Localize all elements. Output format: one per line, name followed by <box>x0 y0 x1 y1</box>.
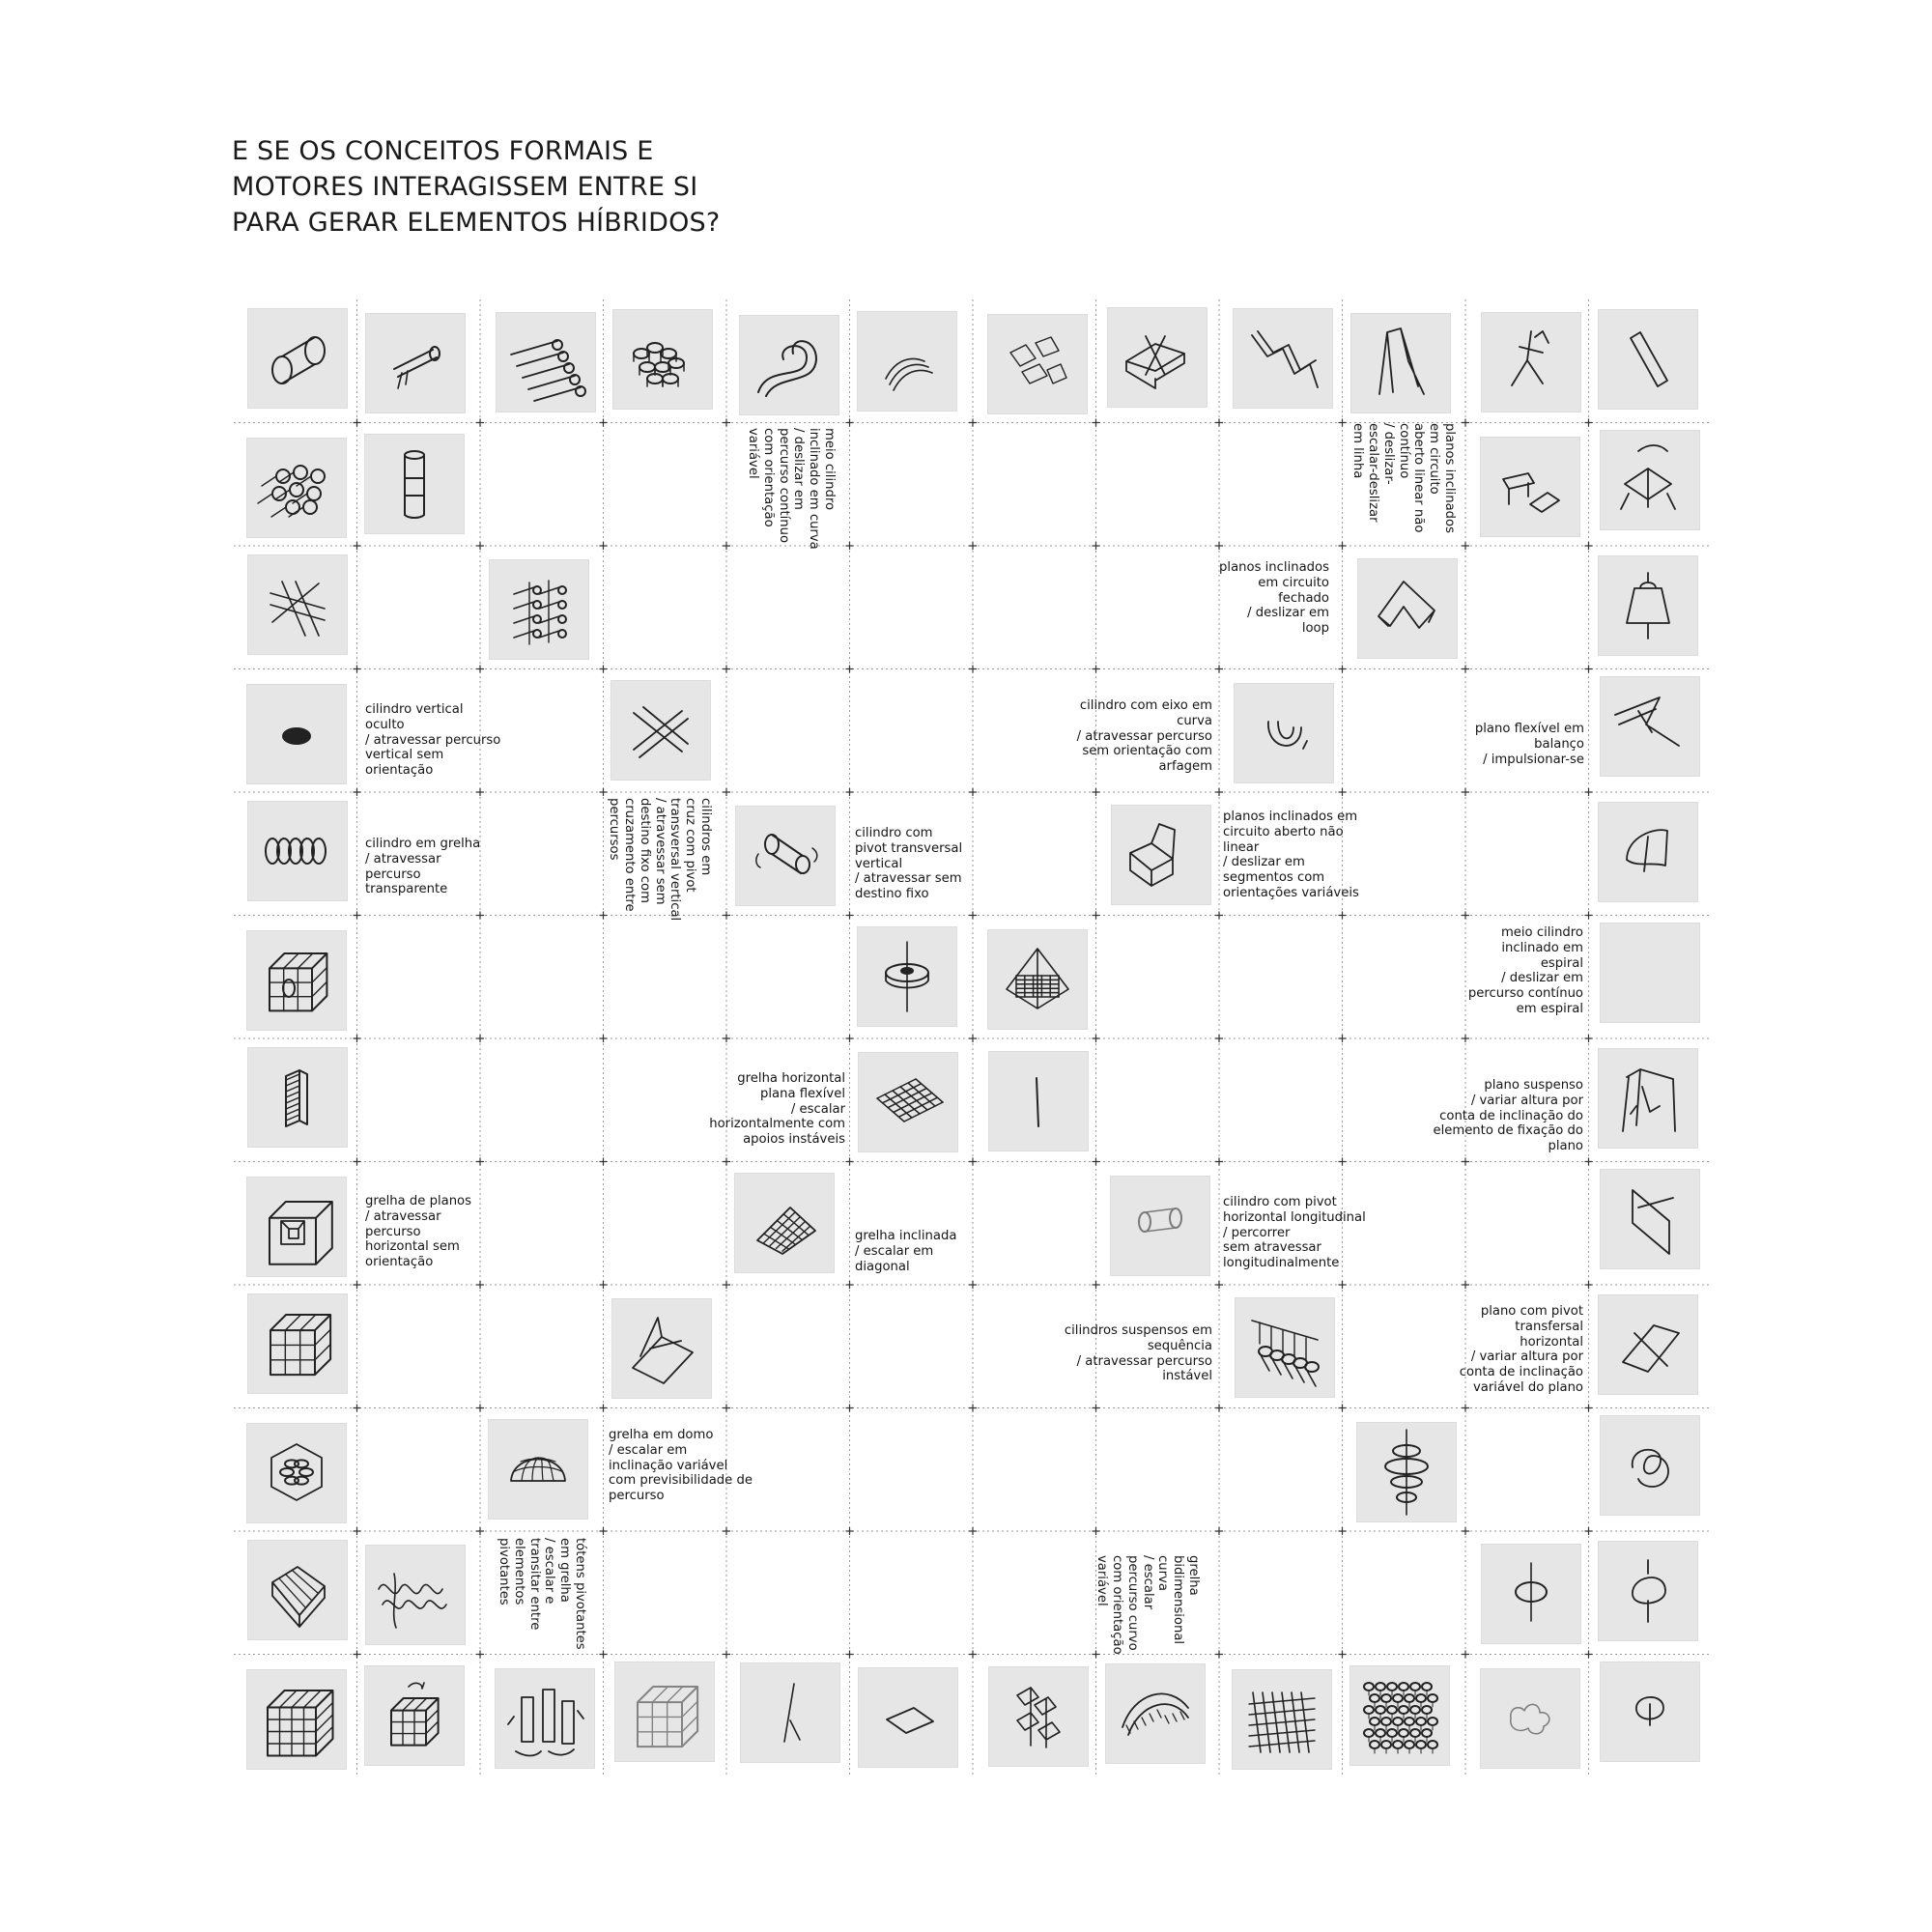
sketch-tile-swing-frame <box>1598 1048 1698 1149</box>
grid-cross-marker <box>1462 912 1469 920</box>
grid-cross-marker <box>1215 542 1223 550</box>
grid-cross-marker <box>476 666 484 673</box>
grid-cross-marker <box>476 1527 484 1535</box>
thin-plane-icon <box>1598 309 1698 410</box>
two-small-planes-icon <box>1480 437 1580 537</box>
grid-cross-marker <box>600 542 608 550</box>
folded-plane-icon <box>611 1298 712 1399</box>
grid-cross-marker <box>476 1035 484 1042</box>
sketch-tile-two-small-planes <box>1480 437 1580 537</box>
note-open-circuit-planes: planos inclinados em circuito aberto não linear / deslizar em segmentos com orientações variáveis <box>1223 810 1359 900</box>
grid-cross-marker <box>354 1405 361 1412</box>
grid-cross-marker <box>1215 1405 1223 1412</box>
suspended-cylinders-icon <box>1235 1297 1335 1398</box>
sketch-tile-crossed-boxes <box>1107 307 1208 408</box>
slanted-planes-icon <box>1350 313 1451 413</box>
grid-cross-marker <box>969 912 977 920</box>
note-pivoting-totems: tótens pivotantes em grelha / escalar e transitar entre elementos pivotantes <box>497 1538 587 1650</box>
grid-cross-marker <box>846 419 854 427</box>
grid-cross-marker <box>600 666 608 673</box>
sketch-tile-stacked-discs <box>1356 1422 1457 1522</box>
note-crossed-cylinders: cilindros em cruz com pivot transversal vertical / atravessar sem destino fixo com cruzamento entre percursos <box>607 798 713 922</box>
note-curved-axis-cylinder: cilindro com eixo em curva / atravessar percurso sem orientação com arfagem <box>1076 698 1212 775</box>
grid-cross-marker <box>1585 542 1593 550</box>
note-transversal-pivot-plane: plano com pivot transfersal horizontal / variar altura por conta de inclinação variável do plano <box>1459 1304 1583 1395</box>
slanted-parallelogram-icon <box>1600 1169 1700 1269</box>
grid-cross-marker <box>1585 1405 1593 1412</box>
black-disc-icon <box>246 684 347 784</box>
grid-cross-marker <box>723 542 730 550</box>
grid-cross-marker <box>969 1405 977 1412</box>
sketch-tile-closed-loop-planes <box>1357 558 1458 659</box>
grid-cross-marker <box>600 1035 608 1042</box>
grid-cross-marker <box>354 1527 361 1535</box>
sketch-tile-faint-blob <box>1480 1668 1580 1769</box>
grid-cross-marker <box>1093 419 1100 427</box>
grid-cross-marker <box>1215 1281 1223 1289</box>
grid-cross-marker <box>600 788 608 796</box>
pivoting-planes-icon <box>1600 430 1700 530</box>
sketch-tile-vertical-cylinder <box>364 434 465 534</box>
sketch-tile-nested-squares <box>246 1177 347 1277</box>
sketch-tile-black-disc <box>246 684 347 784</box>
staggered-planes-icon <box>988 1666 1089 1767</box>
grid-cross-marker <box>969 419 977 427</box>
grid-cross-marker <box>723 912 730 920</box>
sketch-tile-curved-layers <box>857 311 957 412</box>
grid-cross-marker <box>723 1651 730 1659</box>
grid-cross-marker <box>476 1651 484 1659</box>
grid-cross-marker <box>600 419 608 427</box>
grid-cross-marker <box>1215 788 1223 796</box>
sketch-tile-small-flat-plane <box>858 1667 958 1768</box>
grid-cross-marker <box>1462 419 1469 427</box>
sketch-tile-staggered-planes <box>988 1666 1089 1767</box>
grid-cross-marker <box>1339 542 1347 550</box>
grid-cross-marker <box>969 1281 977 1289</box>
grid-cross-marker <box>1339 912 1347 920</box>
sketch-tile-zigzag-planes <box>1233 308 1333 409</box>
grid-cross-marker <box>1585 1281 1593 1289</box>
sketch-tile-folded-plane <box>611 1298 712 1399</box>
grid-cross-marker <box>969 1527 977 1535</box>
grid-cross-marker <box>1462 1405 1469 1412</box>
sketch-tile-pivot-plane <box>1598 1294 1698 1395</box>
note-pivot-cylinder: cilindro com pivot transversal vertical / atravessar sem destino fixo <box>855 826 963 902</box>
sketch-tile-dome-grid <box>488 1419 588 1520</box>
grid-cross-marker <box>476 1158 484 1166</box>
curved-grid-ramp-icon <box>1105 1663 1206 1764</box>
curved-s-band-icon <box>739 315 839 415</box>
ring-series-icon <box>247 801 348 901</box>
grid-cross-marker <box>723 666 730 673</box>
cantilever-plane-icon <box>1600 676 1700 777</box>
sketch-tile-curved-panel <box>1598 802 1698 902</box>
sketch-tile-thin-plane <box>1598 309 1698 410</box>
grid-cross-marker <box>1215 666 1223 673</box>
sketch-tile-cylinder-bundle <box>246 438 347 538</box>
stick-figure-icon <box>1481 312 1581 412</box>
sketch-tile-inclined-grid <box>734 1173 835 1273</box>
grid-cross-marker <box>476 788 484 796</box>
grid-cross-marker <box>1339 1281 1347 1289</box>
title-line-2: MOTORES INTERAGISSEM ENTRE SI <box>232 172 698 202</box>
sketch-tile-curved-s-band <box>739 315 839 415</box>
note-flexible-horizontal-grid: grelha horizontal plana flexível / escalar horizontalmente com apoios instáveis <box>709 1071 845 1148</box>
crossed-cylinders-icon <box>611 680 711 781</box>
grid-cross-marker <box>476 542 484 550</box>
sketch-tile-dense-lattice <box>1232 1669 1332 1770</box>
sketch-tile-cylinder <box>247 308 348 409</box>
disc-pin-icon <box>1481 1544 1581 1644</box>
note-suspended-plane: plano suspenso / variar altura por conta de inclinação do elemento de fixação do plano <box>1433 1078 1583 1154</box>
grid-cross-marker <box>1462 1281 1469 1289</box>
nested-squares-icon <box>246 1177 347 1277</box>
closed-loop-planes-icon <box>1357 558 1458 659</box>
grid-cross-marker <box>1339 666 1347 673</box>
grid-cross-marker <box>846 1281 854 1289</box>
note-curved-bidimensional-grid: grelha bidimensional curva / escalar percurso curvo com orientação variável <box>1094 1555 1201 1655</box>
sketch-tile-crossed-sticks <box>247 554 348 655</box>
stacked-logs-icon <box>496 312 596 412</box>
small-cylinder-on-legs-icon <box>365 313 466 413</box>
grid-cross-marker <box>969 1651 977 1659</box>
grid-cross-marker <box>723 1527 730 1535</box>
sketch-tile-pivot-cylinder <box>735 806 836 906</box>
grid-cross-marker <box>476 1405 484 1412</box>
sketch-tile-lamp-shape <box>1598 555 1698 656</box>
grid-cross-marker <box>1215 1035 1223 1042</box>
sketch-tile-hexagon-flower <box>246 1423 347 1523</box>
open-circuit-planes-icon <box>1111 805 1211 905</box>
knot-shape-icon <box>1600 1415 1700 1516</box>
grid-cross-marker <box>1093 1158 1100 1166</box>
grid-cross-marker <box>1215 1527 1223 1535</box>
sketch-tile-grid-column <box>247 1047 348 1148</box>
grid-cross-marker <box>1585 419 1593 427</box>
sketch-tile-scattered-planes <box>987 314 1088 414</box>
grid-cross-marker <box>969 666 977 673</box>
grid-cross-marker <box>723 1035 730 1042</box>
sketch-tile-open-circuit-planes <box>1111 805 1211 905</box>
sketch-tile-faint-cylinder <box>1110 1176 1210 1276</box>
disc-pin-small-icon <box>1600 1662 1700 1762</box>
grid-cross-marker <box>846 1158 854 1166</box>
grid-cross-marker <box>600 1527 608 1535</box>
grid-cross-marker <box>969 542 977 550</box>
sketch-tile-cube-grid <box>246 930 347 1031</box>
crossed-sticks-icon <box>247 554 348 655</box>
small-flat-plane-icon <box>858 1667 958 1768</box>
grid-cross-marker <box>723 1405 730 1412</box>
sketch-tile-stick-figure <box>1481 312 1581 412</box>
thin-diagonal-icon <box>740 1662 840 1763</box>
hexagon-flower-icon <box>246 1423 347 1523</box>
grid-cross-marker <box>1093 1035 1100 1042</box>
grid-cross-marker <box>354 788 361 796</box>
lamp-shape-icon <box>1598 555 1698 656</box>
curved-pipe-icon <box>1234 683 1334 783</box>
grid-cross-marker <box>723 419 730 427</box>
grid-cross-marker <box>1462 788 1469 796</box>
note-suspended-cylinders: cilindros suspensos em sequência / atravessar percurso instável <box>1064 1323 1212 1384</box>
grid-cross-marker <box>600 1651 608 1659</box>
sketch-tile-curved-grid-ramp <box>1105 1663 1206 1764</box>
grid-cross-marker <box>354 912 361 920</box>
grid-cross-marker <box>354 666 361 673</box>
grid-cross-marker <box>600 1281 608 1289</box>
cube-lattice-icon <box>246 1669 347 1770</box>
sketch-tile-single-line <box>988 1051 1089 1151</box>
sketch-tile-small-cylinder-on-legs <box>365 313 466 413</box>
sketch-tile-grid-box <box>247 1540 348 1640</box>
grid-cross-marker <box>1339 1405 1347 1412</box>
sketch-tile-curved-pipe <box>1234 683 1334 783</box>
grid-cross-marker <box>1339 788 1347 796</box>
note-spiral-half-cylinder: meio cilindro inclinado em espiral / deslizar em percurso contínuo em espiral <box>1467 925 1583 1016</box>
inclined-grid-icon <box>734 1173 835 1273</box>
grid-cross-marker <box>1585 666 1593 673</box>
grid-cross-marker <box>1585 1158 1593 1166</box>
grid-cross-marker <box>354 1281 361 1289</box>
sketch-tile-small-cube-arrows <box>364 1665 465 1766</box>
sketch-tile-pivoting-totems <box>495 1668 595 1769</box>
note-dome-grid: grelha em domo / escalar em inclinação variável com previsibilidade de percurso <box>609 1428 753 1504</box>
grid-cross-marker <box>1215 912 1223 920</box>
grid-cross-marker <box>1215 1651 1223 1659</box>
grid-cross-marker <box>846 1527 854 1535</box>
wavy-lines-icon <box>365 1545 466 1645</box>
vertical-cylinder-icon <box>364 434 465 534</box>
sketch-tile-disc-field <box>1350 1665 1450 1766</box>
note-longitudinal-pivot-cylinder: cilindro com pivot horizontal longitudinal / percorrer sem atravessar longitudinalmente <box>1223 1195 1366 1271</box>
grid-cross-marker <box>723 1158 730 1166</box>
curved-panel-icon <box>1598 802 1698 902</box>
cylinder-icon <box>247 308 348 409</box>
grid-cross-marker <box>476 1281 484 1289</box>
grid-cross-marker <box>1585 1527 1593 1535</box>
note-inclined-grid: grelha inclinada / escalar em diagonal <box>855 1229 957 1274</box>
faint-cube-lattice-icon <box>614 1662 715 1762</box>
grid-cross-marker <box>1585 788 1593 796</box>
sketch-tile-faint-cube-lattice <box>614 1662 715 1762</box>
grid-cross-marker <box>846 666 854 673</box>
note-planes-open-linear: planos inclinados em circuito aberto linear não contínuo / deslizar- escalar-deslizar em linha <box>1350 423 1457 533</box>
pivot-plane-icon <box>1598 1294 1698 1395</box>
grid-cross-marker <box>1215 1158 1223 1166</box>
scattered-planes-icon <box>987 314 1088 414</box>
sketch-tile-cube-lattice <box>246 1669 347 1770</box>
grid-cross-marker <box>1093 912 1100 920</box>
grid-cross-marker <box>1339 419 1347 427</box>
grid-cross-marker <box>1462 666 1469 673</box>
grid-cross-marker <box>1093 1527 1100 1535</box>
sketch-tile-grid-pyramid <box>987 929 1088 1030</box>
sketch-tile-wavy-lines <box>365 1545 466 1645</box>
note-cylinder-grid: cilindro em grelha / atravessar percurso transparente <box>365 837 481 897</box>
grid-cross-marker <box>723 1281 730 1289</box>
grid-cross-marker <box>600 1158 608 1166</box>
grid-cross-marker <box>846 788 854 796</box>
grid-cross-marker <box>1462 1035 1469 1042</box>
grid-cross-marker <box>1339 1527 1347 1535</box>
disc-field-icon <box>1350 1665 1450 1766</box>
sketch-tile-suspended-cylinders <box>1235 1297 1335 1398</box>
grid-cross-marker <box>1585 1035 1593 1042</box>
sketch-tile-disc-on-axis <box>857 926 957 1027</box>
disc-on-axis-icon <box>857 926 957 1027</box>
cube-grid-icon <box>246 930 347 1031</box>
sketch-tile-thin-diagonal <box>740 1662 840 1763</box>
grid-cross-marker <box>846 542 854 550</box>
title-line-1: E SE OS CONCEITOS FORMAIS E <box>232 136 654 166</box>
sketch-tile-cylinder-cluster <box>612 309 713 410</box>
sketch-tile-pivoting-planes <box>1600 430 1700 530</box>
curved-layers-icon <box>857 311 957 412</box>
grid-cross-marker <box>846 1651 854 1659</box>
sketch-tile-slanted-parallelogram <box>1600 1169 1700 1269</box>
grid-cross-marker <box>354 419 361 427</box>
grid-cross-marker <box>1339 1035 1347 1042</box>
cylinder-cluster-icon <box>612 309 713 410</box>
pivoting-totems-icon <box>495 1668 595 1769</box>
grid-cross-marker <box>476 419 484 427</box>
note-flexible-cantilever-plane: plano flexível em balanço / impulsionar-se <box>1474 722 1584 767</box>
grid-cross-marker <box>1462 1651 1469 1659</box>
single-line-icon <box>988 1051 1089 1151</box>
sketch-tile-disc-pin-small <box>1600 1662 1700 1762</box>
grid-cross-marker <box>1093 1281 1100 1289</box>
small-cube-arrows-icon <box>364 1665 465 1766</box>
grid-cross-marker <box>354 1035 361 1042</box>
sketch-tile-knot-shape <box>1600 1415 1700 1516</box>
grid-column-icon <box>247 1047 348 1148</box>
sketch-tile-disc-pin <box>1481 1544 1581 1644</box>
flat-grid-icon <box>858 1052 958 1152</box>
grid-cross-marker <box>969 1035 977 1042</box>
cylinder-bundle-icon <box>246 438 347 538</box>
dome-grid-icon <box>488 1419 588 1520</box>
grid-cross-marker <box>1093 788 1100 796</box>
pivot-cylinder-icon <box>735 806 836 906</box>
sketch-tile-spiral <box>1600 923 1700 1023</box>
swing-frame-icon <box>1598 1048 1698 1149</box>
grid-box-icon <box>247 1540 348 1640</box>
crossed-boxes-icon <box>1107 307 1208 408</box>
stacked-discs-icon <box>1356 1422 1457 1522</box>
grid-cross-marker <box>354 1651 361 1659</box>
zigzag-planes-icon <box>1233 308 1333 409</box>
sketch-tile-flat-grid <box>858 1052 958 1152</box>
grid-cross-marker <box>1462 1158 1469 1166</box>
grid-cross-marker <box>1339 1651 1347 1659</box>
grid-cross-marker <box>354 542 361 550</box>
grid-cross-marker <box>1462 542 1469 550</box>
grid-cross-marker <box>846 912 854 920</box>
note-planes-closed-loop: planos inclinados em circuito fechado / deslizar em loop <box>1219 560 1329 637</box>
sketch-tile-crossed-cylinders <box>611 680 711 781</box>
spiral-icon <box>1600 923 1700 1023</box>
note-plane-grid: grelha de planos / atravessar percurso horizontal sem orientação <box>365 1194 472 1270</box>
disc-pin-large-icon <box>1598 1541 1698 1641</box>
grid-cross-marker <box>1093 542 1100 550</box>
sketch-tile-ring-series <box>247 801 348 901</box>
grid-cross-marker <box>1585 1651 1593 1659</box>
title-line-3: PARA GERAR ELEMENTOS HÍBRIDOS? <box>232 208 721 238</box>
note-hidden-vertical-cylinder: cilindro vertical oculto / atravessar percurso vertical sem orientação <box>365 702 501 779</box>
grid-cross-marker <box>1215 419 1223 427</box>
faint-blob-icon <box>1480 1668 1580 1769</box>
sketch-tile-stacked-logs <box>496 312 596 412</box>
grid-cube-icon <box>247 1293 348 1394</box>
grid-cross-marker <box>1462 1527 1469 1535</box>
grid-cross-marker <box>846 1405 854 1412</box>
grid-cross-marker <box>723 788 730 796</box>
grid-pyramid-icon <box>987 929 1088 1030</box>
sketch-tile-disc-pin-large <box>1598 1541 1698 1641</box>
note-half-cylinder-curve: meio cilindro inclinado em curva / deslizar em percurso contínuo com orientação variável <box>746 428 837 550</box>
grid-cross-marker <box>354 1158 361 1166</box>
grid-cross-marker <box>600 1405 608 1412</box>
grid-cross-marker <box>1339 1158 1347 1166</box>
grid-cross-marker <box>476 912 484 920</box>
sketch-tile-slanted-planes <box>1350 313 1451 413</box>
grid-cross-marker <box>846 1035 854 1042</box>
cylinder-stack-grid-icon <box>489 559 589 660</box>
grid-cross-marker <box>969 1158 977 1166</box>
grid-cross-marker <box>1585 912 1593 920</box>
dense-lattice-icon <box>1232 1669 1332 1770</box>
sketch-tile-cantilever-plane <box>1600 676 1700 777</box>
grid-cross-marker <box>969 788 977 796</box>
grid-cross-marker <box>1093 666 1100 673</box>
faint-cylinder-icon <box>1110 1176 1210 1276</box>
sketch-tile-grid-cube <box>247 1293 348 1394</box>
grid-cross-marker <box>1093 1405 1100 1412</box>
sketch-tile-cylinder-stack-grid <box>489 559 589 660</box>
